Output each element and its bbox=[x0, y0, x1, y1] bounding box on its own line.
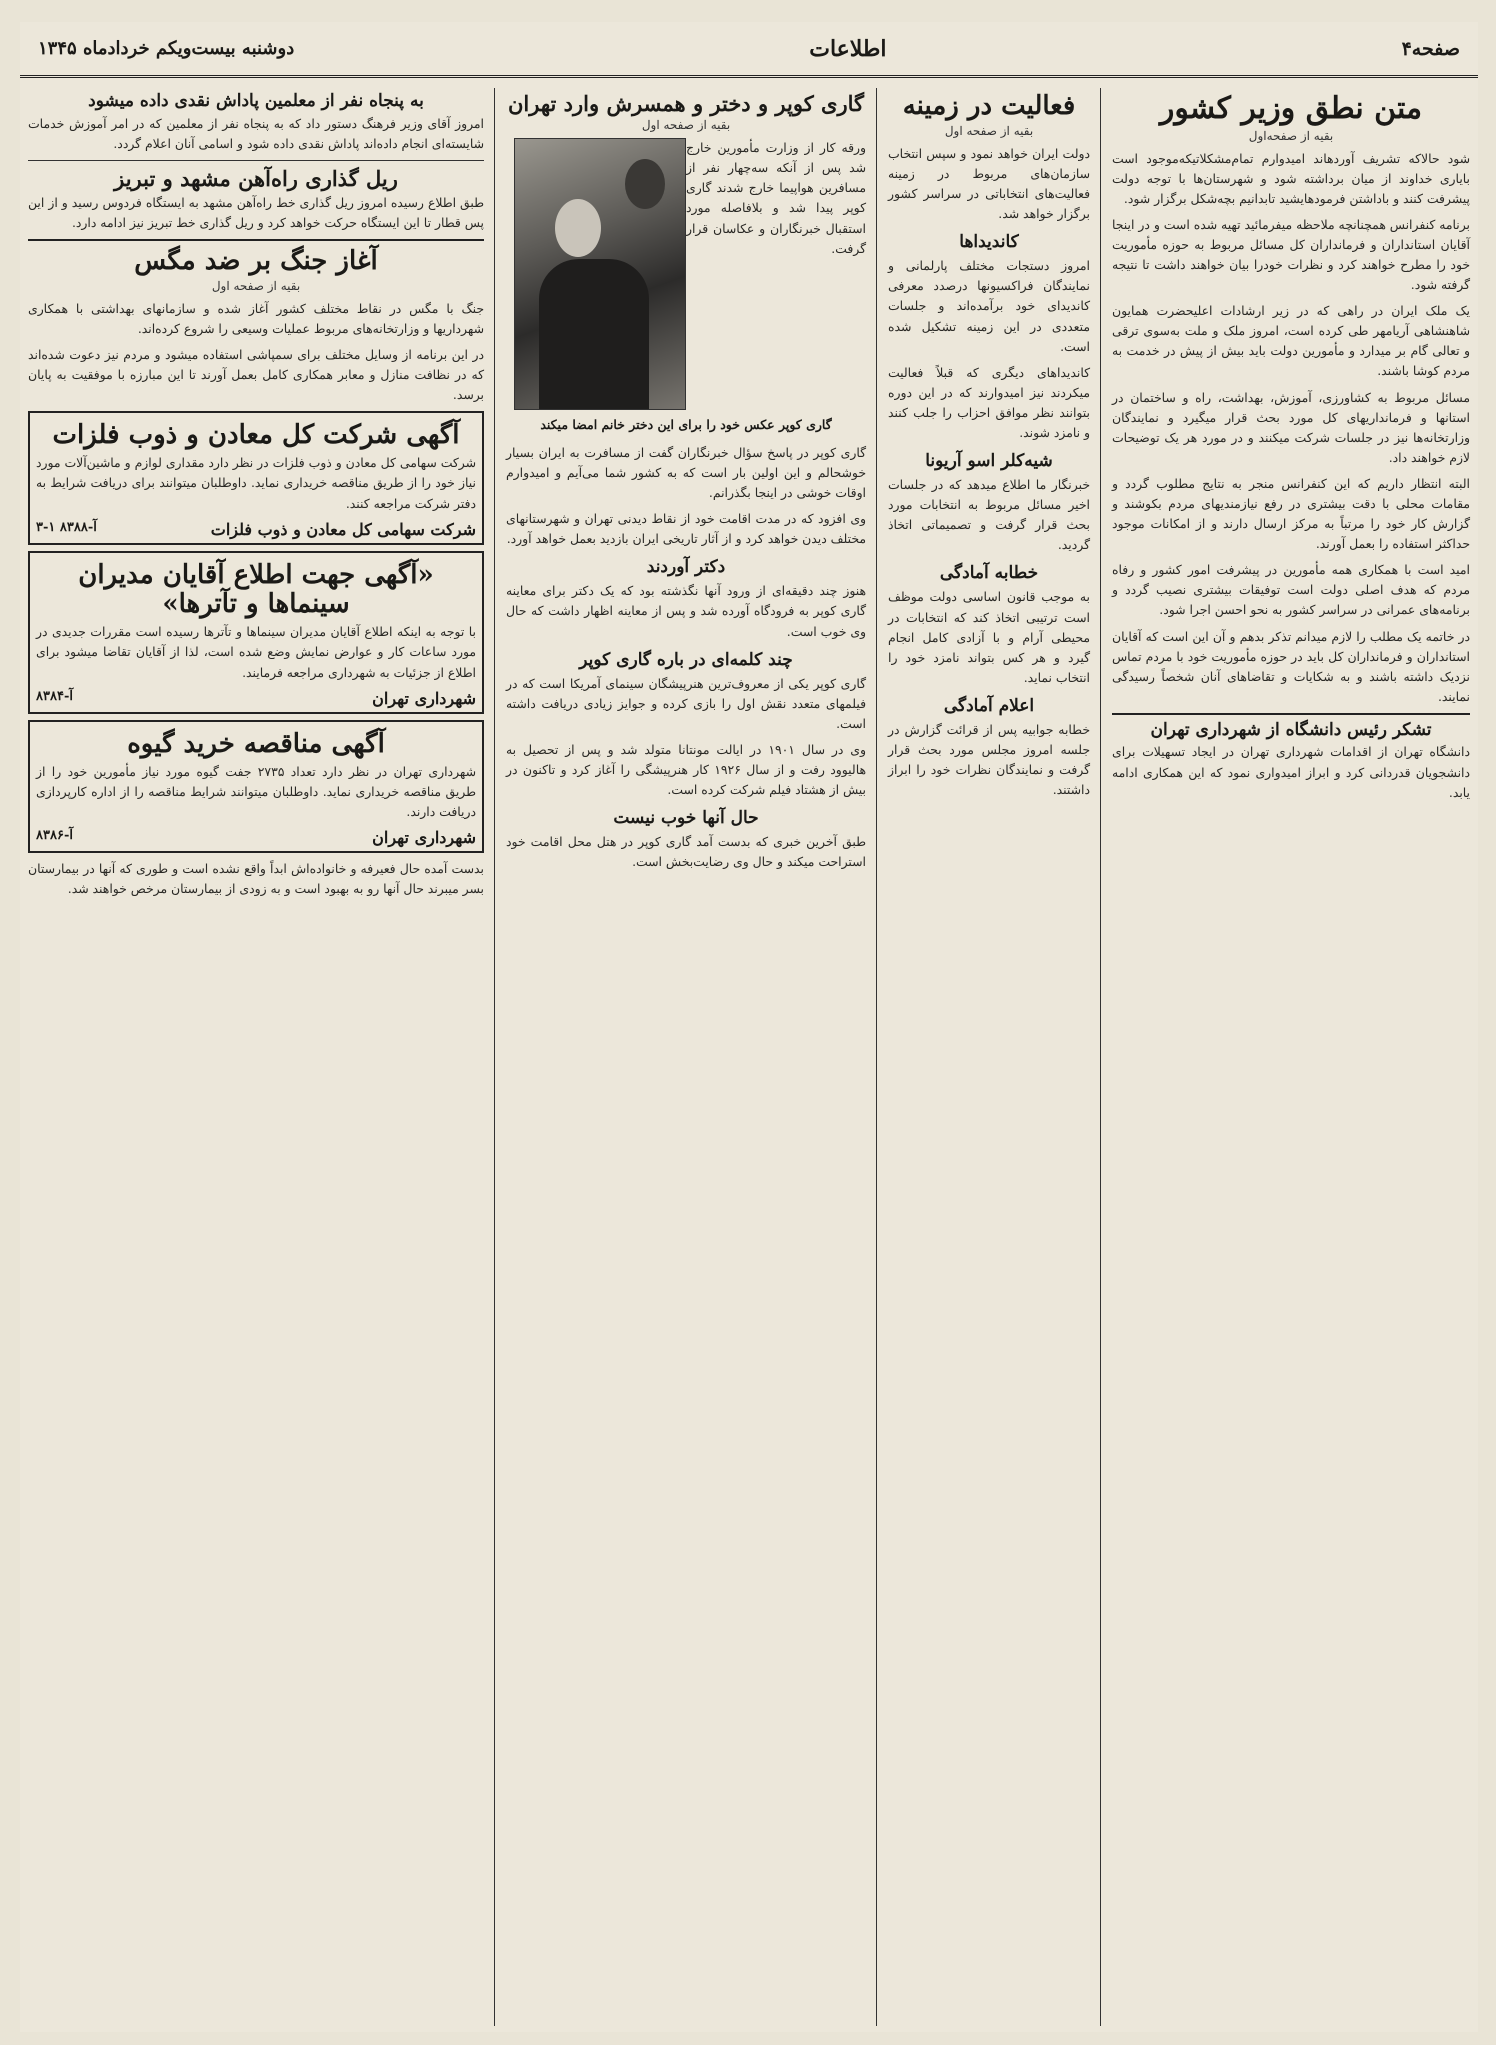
subheading: خطابه آمادگی bbox=[939, 563, 1039, 584]
continuation-note: بقیه از صفحه اول bbox=[944, 123, 1034, 138]
ad-signer: شهرداری تهران bbox=[372, 827, 476, 847]
headline-railway: ریل گذاری راه‌آهن مشهد و تبریز bbox=[114, 165, 398, 191]
ad-signer: شرکت سهامی کل معادن و ذوب فلزات bbox=[210, 519, 476, 539]
ad-headline: «آگهی جهت اطلاع آقایان مدیران سینماها و تآترها» bbox=[78, 559, 434, 620]
article-paragraph: به موجب قانون اساسی دولت موظف است ترتیبی اتخاذ کند که انتخابات در محیطی آرام و با آزادی کامل انجام گیرد و هر کس بتواند نامزد خود را انتخاب نماید. bbox=[888, 589, 1090, 685]
ad-code: آ-۸۳۸۸ ۱-۳ bbox=[36, 519, 97, 535]
ad-signature bbox=[36, 828, 476, 847]
ad-code: آ-۸۳۸۶ bbox=[36, 827, 73, 843]
masthead bbox=[20, 22, 1478, 78]
ad-text: با توجه به اینکه اطلاع آقایان مدیران سینماها و تآترها رسیده است مقررات جدیدی در مورد ساعات کار و عوارض نمایش وضع شده است، لذا از آقایان تقاضا میشود برای اطلاع از جزئیات به شهرداری مراجعه فرمایند. bbox=[36, 624, 476, 680]
article-paragraph: طبق اطلاع رسیده امروز ریل گذاری خط راه‌آهن مشهد به ایستگاه فردوس رسید و از این پس قطار تا این ایستگاه حرکت خواهد کرد و ریل گذاری خط تبریز نیز ادامه دارد. bbox=[28, 194, 484, 230]
ad-headline: آگهی مناقصه خرید گیوه bbox=[127, 728, 385, 759]
column-rule bbox=[494, 88, 495, 2026]
newspaper-page bbox=[20, 22, 1478, 2032]
issue-date: دوشنبه بیست‌ویکم خردادماه ۱۳۴۵ bbox=[38, 38, 295, 59]
ad-headline: آگهی شرکت کل معادن و ذوب فلزات bbox=[52, 420, 460, 451]
article-paragraph: دانشگاه تهران از اقدامات شهرداری تهران در ایجاد تسهیلات برای دانشجویان قدردانی کرد و ابراز امیدواری نمود که این همکاری ادامه یابد. bbox=[1112, 744, 1470, 800]
ad-signer: شهرداری تهران bbox=[372, 688, 476, 708]
article-paragraph: گاری کوپر در پاسخ سؤال خبرنگاران گفت از مسافرت به ایران بسیار خوشحالم و این اولین بار است که به کشور شما می‌آیم و امیدوارم اوقات خوشی در اینجا بگذرانم. bbox=[506, 444, 866, 501]
subheading: شیه‌کلر اسو آریونا bbox=[925, 451, 1053, 472]
article-paragraph: البته انتظار داریم که این کنفرانس منجر به نتایج مطلوب گردد و مقامات محلی با دقت بیشتری در رفع نیازمندیهای مردم بکوشند و گزارش کار خود را مرتباً به مرکز ارسال دارند و از امکانات موجود حداکثر استفاده را بعمل آورند. bbox=[1112, 475, 1470, 552]
article-paragraph: امروز دستجات مختلف پارلمانی و نمایندگان فراکسیونها درصدد معرفی کاندیدای خود برآمده‌اند و جلسات متعددی در این زمینه تشکیل شده است. bbox=[888, 258, 1090, 354]
newspaper-name: اطلاعات bbox=[809, 35, 887, 62]
article-paragraph: خطابه جوابیه پس از قرائت گزارش در جلسه امروز مجلس مورد بحث قرار گرفت و نمایندگان نظرات خود را ابراز داشتند. bbox=[888, 721, 1090, 798]
article-paragraph: کاندیداهای دیگری که قبلاً فعالیت میکردند نیز امیدوارند که در این دوره بتوانند نظر موافق احزاب را جلب کنند و نامزد شوند. bbox=[888, 364, 1090, 441]
headline-gary-cooper: گاری کوپر و دختر و همسرش وارد تهران bbox=[508, 91, 864, 116]
headline-fly-campaign: آغاز جنگ بر ضد مگس bbox=[134, 246, 378, 277]
article-paragraph: هنوز چند دقیقه‌ای از ورود آنها نگذشته بود که یک دکتر برای معاینه گاری کوپر به فرودگاه آورده شد و پس از معاینه اظهار داشت که حال وی خوب است. bbox=[506, 583, 866, 639]
article-paragraph: یک ملک ایران در راهی که در زیر ارشادات اعلیحضرت همایون شاهنشاهی آریامهر طی کرده است، امروز ملک و ملت به‌سوی ترقی و تعالی گام بر میدارد و مأمورین دولت باید بیش از پیش در خدمت به مردم کوشا باشند. bbox=[1112, 303, 1470, 379]
article-paragraph: گاری کوپر یکی از معروف‌ترین هنرپیشگان سینمای آمریکا است که در فیلمهای متعدد نقش اول را بازی کرده و جوایز زیادی دریافت داشته است. bbox=[506, 675, 866, 731]
column-rule bbox=[876, 88, 877, 2026]
article-paragraph: وی در سال ۱۹۰۱ در ایالت مونتانا متولد شد و پس از تحصیل به هالیوود رفت و از سال ۱۹۲۶ کار هنرپیشگی را آغاز کرد و تاکنون در بیش از هشتاد فیلم شرکت کرده است. bbox=[506, 741, 867, 798]
headline-activity: فعالیت در زمینه bbox=[902, 91, 1076, 121]
article-paragraph: امید است با همکاری همه مأمورین در پیشرفت امور کشور و رفاه مردم که هدف اصلی دولت است توفیقات بیشتری نصیب گردد و برنامه‌های عمرانی در سراسر کشور به نحو احسن اجرا شود. bbox=[1112, 562, 1470, 618]
article-paragraph: برنامه کنفرانس همچنانچه ملاحظه میفرمائید تهیه‌ شده است و در اینجا آقایان استانداران و فرمانداران کل مسائل مربوط به حوزه مأموریت خود را مطرح خواهند کرد و نظرات خودرا بیان خواهند داشت تا نتیجه گرفته شود. bbox=[1112, 216, 1470, 293]
article-paragraph: در این برنامه از وسایل مختلف برای سمپاشی استفاده میشود و مردم نیز دعوت شده‌اند که در نظافت منازل و معابر همکاری کامل بعمل آورند تا این مبارزه با موفقیت به پایان برسد. bbox=[28, 347, 484, 403]
section-divider bbox=[1112, 713, 1470, 715]
article-paragraph: جنگ با مگس در نقاط مختلف کشور آغاز شده و سازمانهای بهداشتی با همکاری شهرداریها و وزارتخانه‌های مربوط عملیات وسیعی را شروع کرده‌اند. bbox=[28, 300, 484, 337]
column-activity bbox=[880, 88, 1098, 2026]
continuation-note: بقیه از صفحه‌اول bbox=[1248, 128, 1334, 143]
article-paragraph: وی افزود که در مدت اقامت خود از نقاط دیدنی تهران و شهرستانهای مختلف دیدن خواهد کرد و از آثار تاریخی ایران بازدید بعمل خواهد آورد. bbox=[506, 511, 866, 547]
column-gary-cooper bbox=[498, 88, 874, 2026]
continuation-note: بقیه از صفحه اول bbox=[211, 278, 301, 293]
ad-cinema-managers bbox=[28, 551, 484, 714]
photo-caption: گاری کوپر عکس خود را برای این دختر خانم امضا میکند bbox=[540, 417, 832, 433]
article-paragraph: در خاتمه یک مطلب را لازم میدانم تذکر بدهم و آن این است که آقایان استانداران و فرمانداران کل باید در حوزه مأموریت خود با مردم تماس نزدیک داشته باشند و به شکایات و تقاضاهای آنان شخصاً رسیدگی نمایند. bbox=[1112, 628, 1470, 704]
subheading: اعلام آمادگی bbox=[943, 695, 1035, 716]
ad-signature bbox=[36, 520, 476, 539]
subheading: دکتر آوردند bbox=[646, 557, 726, 578]
ad-giveh-tender bbox=[28, 720, 484, 853]
section-divider bbox=[28, 160, 484, 161]
ad-signature bbox=[36, 689, 476, 708]
continuation-note: بقیه از صفحه اول bbox=[641, 118, 731, 133]
headline-teachers-bonus: به پنجاه نفر از معلمین پاداش نقدی داده میشود bbox=[88, 91, 424, 111]
headline-university-thanks: تشکر رئیس دانشگاه از شهرداری تهران bbox=[1150, 719, 1432, 740]
article-paragraph: مسائل مربوط به کشاورزی، آموزش، بهداشت، راه و ساختمان در استانها و فرمانداریهای کل مورد بحث قرار میگیرد و نمایندگان وزارتخانه‌ها نیز در جلسات شرکت میکنند و در مورد هر یک توضیحات لازم خواهند داد. bbox=[1112, 389, 1470, 465]
column-announcements bbox=[20, 88, 492, 2026]
article-paragraph: خبرنگار ما اطلاع میدهد که در جلسات اخیر مسائل مربوط به انتخابات مورد بحث قرار گرفت و تصمیماتی اتخاذ گردید. bbox=[888, 477, 1090, 553]
subheading-candidates: کاندیداها bbox=[959, 232, 1019, 253]
column-interior-minister bbox=[1104, 88, 1478, 2026]
ad-text: شهرداری تهران در نظر دارد تعداد ۲۷۳۵ جفت گیوه مورد نیاز مأمورین خود را از طریق مناقصه خریداری نماید. داوطلبان میتوانند شرایط مناقصه را از اداره کارپردازی دریافت دارند. bbox=[36, 763, 477, 819]
ad-code: آ-۸۳۸۴ bbox=[36, 688, 73, 704]
article-paragraph: بدست آمده حال فعیرفه و خانواده‌اش ابداً واقع نشده است و طوری که آنها در بیمارستان بسر میبرند حال آنها رو به بهبود است و به زودی از بیمارستان مرخص خواهند شد. bbox=[28, 860, 484, 896]
news-photo bbox=[514, 138, 686, 410]
article-paragraph: امروز آقای وزیر فرهنگ دستور داد که به پنجاه نفر از معلمین که در امر آموزش خدمات شایسته‌ای انجام داده‌اند پاداش نقدی داده شود و اسامی آنان اعلام گردد. bbox=[28, 115, 484, 151]
page-number: صفحه۴ bbox=[1401, 37, 1460, 60]
ad-text: شرکت سهامی کل معادن و ذوب فلزات در نظر دارد مقداری لوازم و ماشین‌آلات مورد نیاز خود را از طریق مناقصه خریداری نماید. داوطلبان میتوانند برای دریافت شرایط به دفتر شرکت مراجعه کنند. bbox=[36, 455, 477, 511]
article-paragraph: دولت ایران خواهد نمود و سپس انتخاب سازمان‌های مربوط در زمینه‌ فعالیت‌های انتخاباتی در سراسر کشور برگزار خواهد شد. bbox=[888, 145, 1090, 222]
column-rule bbox=[1100, 88, 1101, 2026]
article-paragraph: طبق آخرین خبری که بدست آمد گاری کوپر در هتل محل اقامت خود استراحت میکند و حال وی رضایت‌بخش است. bbox=[506, 834, 866, 870]
article-paragraph: ورقه کار از وزارت مأمورین خارج شد پس از آنکه سه‌چهار نفر از مسافرین هواپیما خارج شدند گاری کوپر پیدا شد و بلافاصله مورد استقبال خبرنگاران و عکاسان قرار گرفت. bbox=[686, 140, 866, 256]
headline-interior-minister: متن نطق وزیر کشور bbox=[1159, 91, 1423, 126]
article-paragraph: شود حالاکه تشریف آوردهاند امیدوارم تمام‌مشکلاتیکه‌موجود است با‌یاری خداوند از میان برداشته شود و شهرستان‌ها با توجه دولت پیشرفت کنند و باداشتن فرمودهایشید تابدانیم بچه‌شکل برگزار شود. bbox=[1112, 150, 1470, 206]
subheading: حال آنها خوب نیست bbox=[613, 808, 759, 829]
subheading: چند کلمه‌ای در باره گاری کوپر bbox=[579, 649, 793, 670]
section-divider bbox=[28, 239, 484, 241]
ad-mines-company bbox=[28, 411, 484, 544]
